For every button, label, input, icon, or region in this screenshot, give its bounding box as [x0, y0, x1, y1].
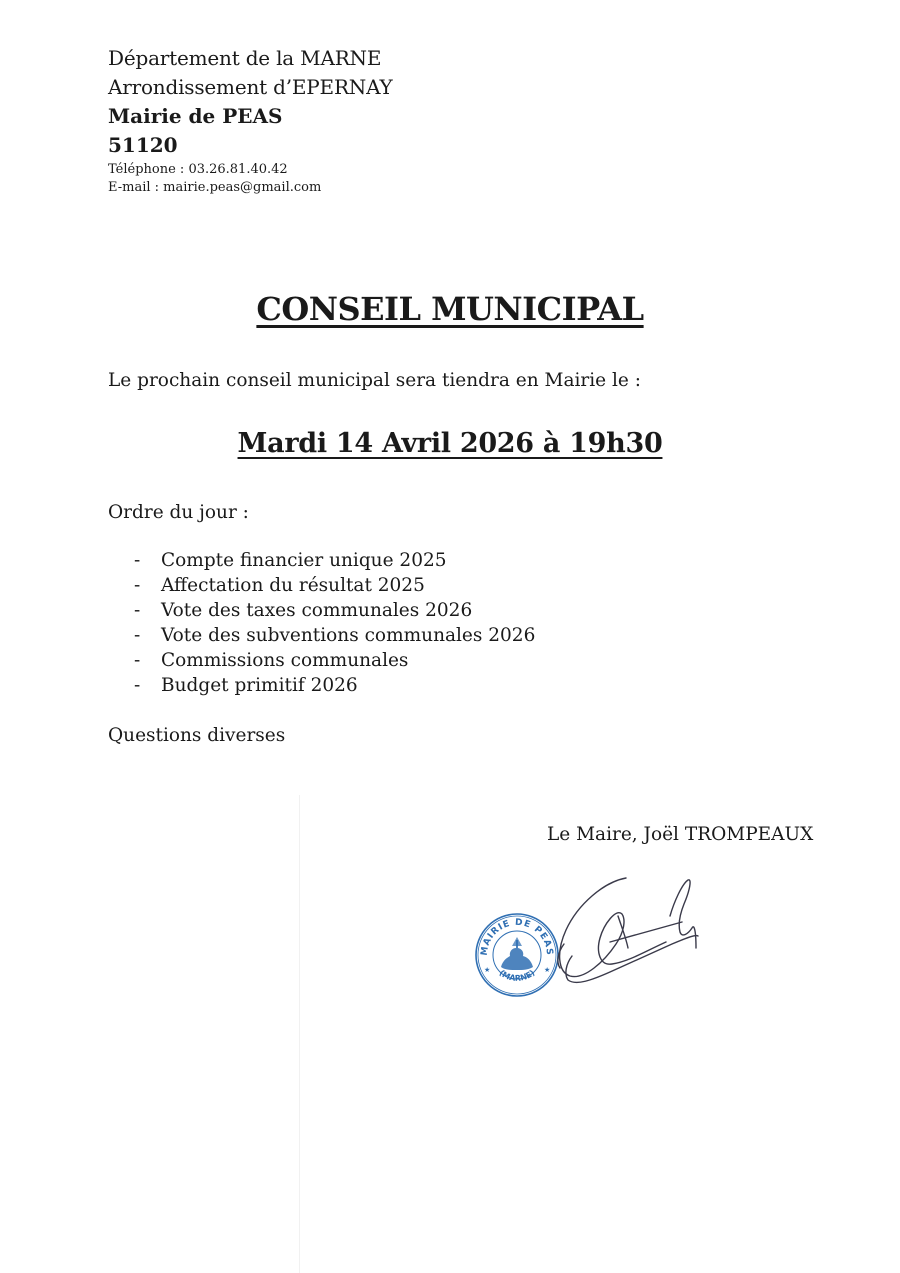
list-item [108, 649, 535, 674]
bullet-dash: - [134, 550, 141, 571]
intro-text: Le prochain conseil municipal sera tiendra en Mairie le : [108, 370, 641, 391]
bullet-dash: - [134, 649, 141, 671]
svg-text:★: ★ [544, 966, 551, 974]
list-item [108, 574, 535, 599]
list-item [108, 599, 535, 624]
list-item [108, 549, 535, 574]
bullet-dash: - [134, 574, 141, 596]
list-item [108, 674, 535, 699]
svg-text:(MARNE): (MARNE) [497, 968, 537, 983]
mairie-name: Mairie de PEAS [108, 104, 283, 128]
svg-text:★: ★ [484, 966, 491, 974]
svg-text:MAIRIE DE PEAS: MAIRIE DE PEAS [479, 917, 555, 957]
list-item-label: Compte financier unique 2025 [161, 550, 447, 571]
bullet-dash: - [134, 674, 141, 696]
list-item-label: Budget primitif 2026 [161, 674, 358, 696]
list-item-label: Affectation du résultat 2025 [161, 574, 425, 596]
arrondissement-line: Arrondissement d’EPERNAY [108, 75, 393, 99]
list-item-label: Vote des subventions communales 2026 [161, 624, 536, 646]
mairie-seal-icon [474, 912, 560, 998]
signer-name: Le Maire, Joël TROMPEAUX [547, 824, 814, 845]
agenda-heading: Ordre du jour : [108, 502, 249, 523]
scan-artifact-line [299, 795, 300, 1273]
postal-code: 51120 [108, 133, 178, 157]
bullet-dash: - [134, 624, 141, 646]
email-line: E-mail : mairie.peas@gmail.com [108, 180, 322, 195]
telephone-line: Téléphone : 03.26.81.40.42 [108, 162, 288, 177]
mayor-signature-icon [552, 872, 722, 990]
page-title: CONSEIL MUNICIPAL [256, 290, 644, 328]
letterhead [108, 44, 608, 197]
agenda-list [108, 549, 535, 698]
list-item-label: Commissions communales [161, 649, 409, 671]
misc-questions: Questions diverses [108, 725, 286, 746]
meeting-date: Mardi 14 Avril 2026 à 19h30 [237, 428, 663, 459]
bullet-dash: - [134, 599, 141, 621]
department-line: Département de la MARNE [108, 46, 382, 70]
list-item-label: Vote des taxes communales 2026 [161, 599, 473, 621]
list-item [108, 624, 535, 649]
